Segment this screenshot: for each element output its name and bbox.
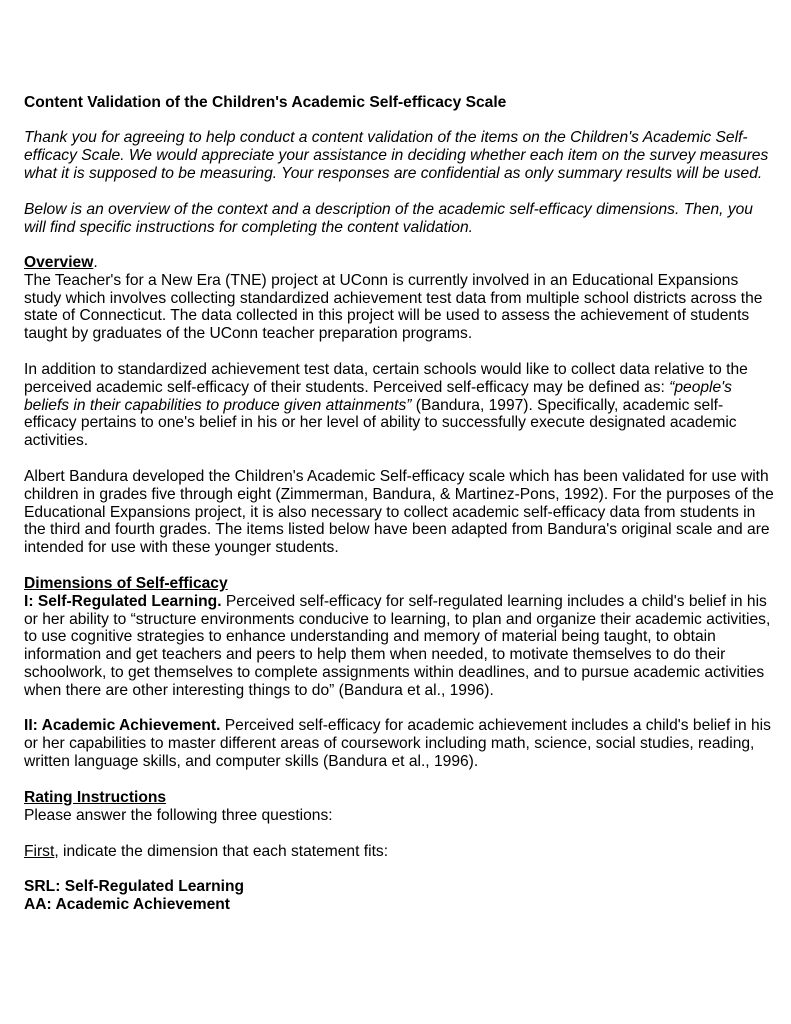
code-aa: AA: Academic Achievement xyxy=(24,895,230,913)
dimensions-section xyxy=(24,575,774,700)
intro-paragraph-1: Thank you for agreeing to help conduct a content validation of the items on the Children's Academic Self-efficacy Scale. We would appreciate your assistance in deciding whether each item on the survey measures what it is supposed to be measuring. Your responses are confidential as only summary results will be used. xyxy=(24,129,769,182)
rating-section xyxy=(24,789,774,825)
overview-heading: Overview xyxy=(24,254,94,271)
rating-heading: Rating Instructions xyxy=(24,789,167,806)
dimension-codes xyxy=(24,878,774,914)
srl-text: Perceived self-efficacy for self-regulated learning includes a child's belief in his or her ability to “structure environments conducive to learning, to plan and organize their academic activities, to use cognitive strategies to enhance understanding and memory of material being taught, to obtain information and get teachers and peers to help them when needed, to motivate themselves to do their schoolwork, to get themselves to complete assignments within deadlines, and to pursue academic activities when there are other interesting things to do” (Bandura et al., 1996). xyxy=(24,592,771,699)
overview-p2-start: In addition to standardized achievement test data, certain schools would like to collect data relative to the perceived academic self-efficacy of their students. Perceived self-efficacy may be defined as: xyxy=(24,361,748,396)
aa-text: Perceived self-efficacy for academic achievement includes a child's belief in his or her capabilities to master different areas of coursework including math, science, social studies, reading, written language skills, and computer skills (Bandura et al., 1996). xyxy=(24,717,771,770)
intro-paragraph-2: Below is an overview of the context and a description of the academic self-efficacy dimensions. Then, you will find specific instructions for completing the content validation. xyxy=(24,201,753,236)
dimensions-heading: Dimensions of Self-efficacy xyxy=(24,575,228,592)
first-word: First xyxy=(24,843,55,860)
srl-label: I: Self-Regulated Learning. xyxy=(24,592,222,610)
aa-label: II: Academic Achievement. xyxy=(24,717,221,734)
overview-paragraph-2 xyxy=(24,361,774,450)
rating-line-1: Please answer the following three questions: xyxy=(24,806,333,824)
overview-p2-end: (Bandura, 1997). Specifically, academic self-efficacy pertains to one's belief in his or her level of ability to successfully execute designated academic activities. xyxy=(24,396,737,450)
srl-paragraph xyxy=(24,593,774,700)
first-instruction xyxy=(24,843,774,861)
aa-paragraph xyxy=(24,717,774,770)
overview-paragraph-3: Albert Bandura developed the Children's Academic Self-efficacy scale which has been validated for use with children in grades five through eight (Zimmerman, Bandura, & Martinez-Pons, 1992). For the purposes of the Educational Expansions project, it is also necessary to collect academic self-efficacy data from students in the third and fourth grades. The items listed below have been adapted from Bandura's original scale and are intended for use with these younger students. xyxy=(24,468,774,557)
definition-quote: “people's beliefs in their capabilities to produce given attainments” xyxy=(24,378,732,414)
overview-paragraph-1: The Teacher's for a New Era (TNE) project at UConn is currently involved in an Educational Expansions study which involves collecting standardized achievement test data from multiple school districts across the state of Connecticut. The data collected in this project will be used to assess the achievement of students taught by graduates of the UConn teacher preparation programs. xyxy=(24,271,763,343)
overview-heading-line xyxy=(24,254,774,272)
first-instruction-rest: , indicate the dimension that each statement fits: xyxy=(54,843,389,860)
overview-heading-suffix: . xyxy=(93,254,98,271)
code-srl: SRL: Self-Regulated Learning xyxy=(24,878,245,895)
overview-section xyxy=(24,254,774,343)
document-title: Content Validation of the Children's Academic Self-efficacy Scale xyxy=(24,94,507,111)
